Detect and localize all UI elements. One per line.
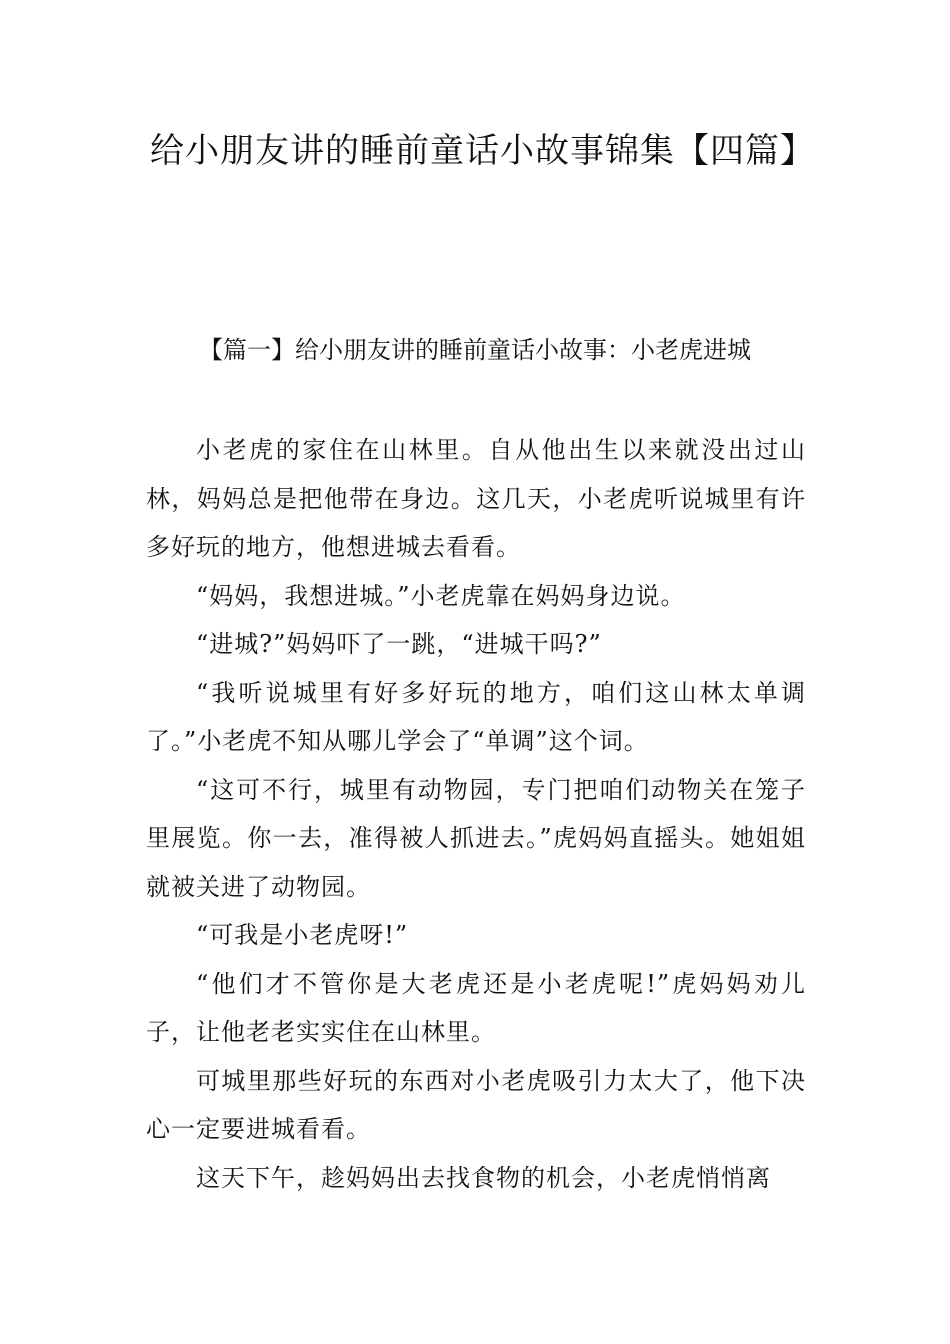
paragraph: “可我是小老虎呀!” — [196, 921, 409, 949]
paragraph: 小老虎的家住在山林里。自从他出生以来就没出过山林，妈妈总是把他带在身边。这几天，小老虎听说城里有许多好玩的地方，他想进城去看看。 — [146, 436, 806, 561]
paragraph: 可城里那些好玩的东西对小老虎吸引力太大了，他下决心一定要进城看看。 — [146, 1066, 806, 1143]
paragraph: “妈妈，我想进城。”小老虎靠在妈妈身边说。 — [196, 581, 686, 610]
paragraph: “他们才不管你是大老虎还是小老虎呢!”虎妈妈劝儿子，让他老老实实住在山林里。 — [146, 969, 806, 1046]
story-body — [146, 426, 806, 1202]
document-title: 给小朋友讲的睡前童话小故事锦集【四篇】 — [150, 131, 815, 171]
section-heading: 【篇一】给小朋友讲的睡前童话小故事：小老虎进城 — [199, 336, 751, 364]
paragraph: “这可不行，城里有动物园，专门把咱们动物关在笼子里展览。你一去，准得被人抓进去。”虎妈妈直摇头。她姐姐就被关进了动物园。 — [146, 775, 806, 901]
paragraph: “我听说城里有好多好玩的地方，咱们这山林太单调了。”小老虎不知从哪儿学会了“单调”这个词。 — [146, 678, 806, 755]
paragraph: “进城?”妈妈吓了一跳，“进城干吗?” — [196, 630, 602, 658]
paragraph: 这天下午，趁妈妈出去找食物的机会，小老虎悄悄离 — [196, 1163, 771, 1192]
